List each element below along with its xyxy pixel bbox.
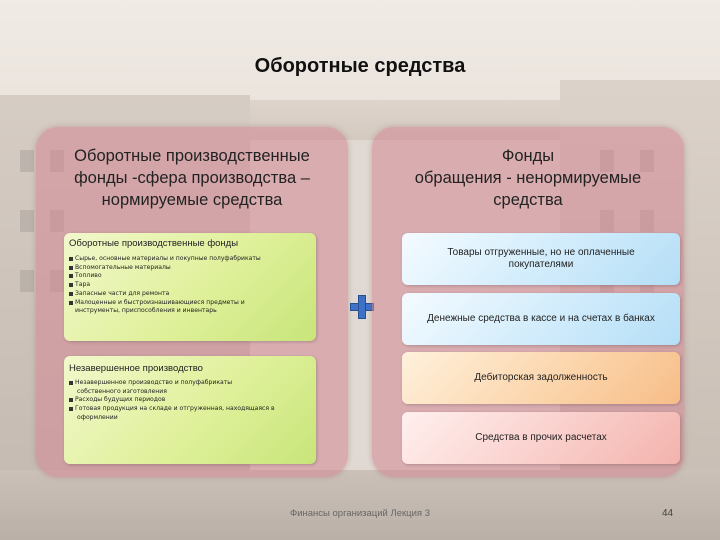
receivables-box <box>402 352 680 404</box>
list-item: Запасные части для ремонта <box>69 290 309 299</box>
box-label: Товары отгруженные, но не оплаченные покупателями <box>447 247 635 270</box>
list-item: Сырье, основные материалы и покупные полуфабрикаты <box>69 255 309 264</box>
production-funds-box <box>64 233 316 341</box>
list-item: Топливо <box>69 272 309 281</box>
heading-line: фонды -сфера производства – <box>74 169 310 187</box>
production-funds-heading <box>36 145 348 211</box>
plus-icon <box>350 295 374 319</box>
slide-footer: Финансы организаций Лекция 3 <box>289 508 430 519</box>
list-item: Вспомогательные материалы <box>69 264 309 273</box>
other-settlements-box <box>402 412 680 464</box>
list-item: Готовая продукция на складе и отгруженная, находящаяся в <box>69 405 309 414</box>
box-title: Оборотные производственные фонды <box>69 238 239 249</box>
shipped-goods-box <box>402 233 680 285</box>
circulation-funds-heading <box>372 145 684 211</box>
list-item-continued: собственного изготовления <box>77 387 167 395</box>
box-label: Денежные средства в кассе и на счетах в банках <box>427 313 655 324</box>
list-item: Незавершенное производство и полуфабрикаты <box>69 379 309 388</box>
list-item: Малоценные и быстроизнашивающиеся предметы и <box>69 299 309 308</box>
heading-line: обращения - ненормируемые <box>414 169 642 187</box>
box-list <box>69 255 309 316</box>
slide-title: Оборотные средства <box>254 55 466 77</box>
heading-line: нормируемые средства <box>101 191 283 209</box>
heading-line: Фонды <box>501 147 555 165</box>
list-item-continued: инструменты, приспособления и инвентарь <box>75 307 217 315</box>
list-item: Тара <box>69 281 309 290</box>
box-label: Дебиторская задолженность <box>474 372 608 383</box>
heading-line: Оборотные производственные <box>74 147 310 165</box>
list-item-continued: оформлении <box>77 413 118 421</box>
heading-line: средства <box>493 191 563 209</box>
box-list <box>69 379 309 423</box>
list-item: Расходы будущих периодов <box>69 396 309 405</box>
box-label: Средства в прочих расчетах <box>475 432 607 443</box>
box-title: Незавершенное производство <box>69 363 203 374</box>
work-in-progress-box <box>64 356 316 464</box>
cash-box <box>402 293 680 345</box>
page-number: 44 <box>662 508 674 519</box>
